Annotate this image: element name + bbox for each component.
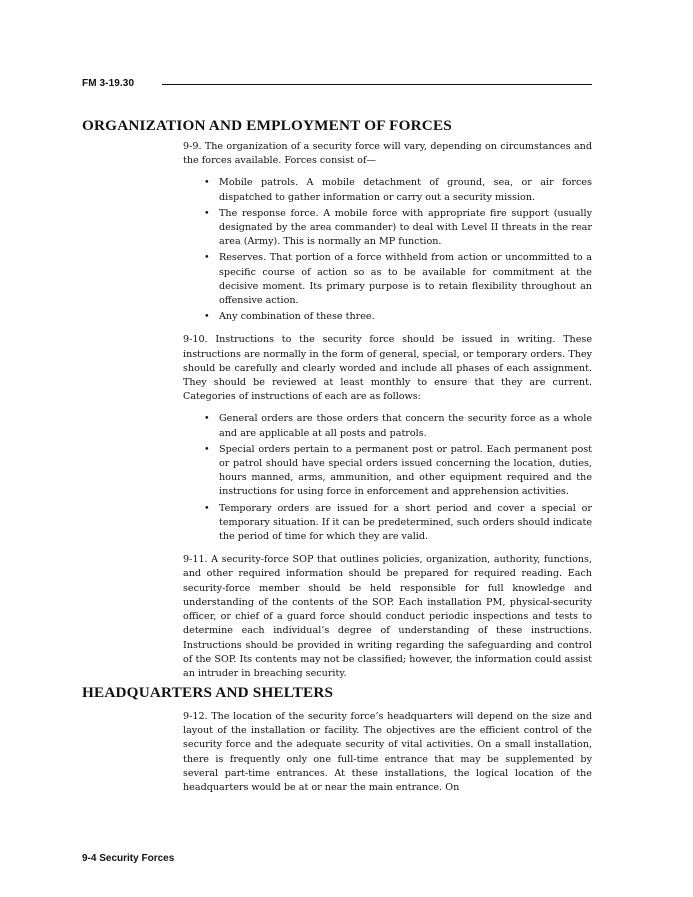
header-rule: [162, 84, 592, 85]
paragraph-9-12: 9-12. The location of the security force’s headquarters will depend on the size and layout of the installation or facility. The objectives are the efficient control of the security force and the adequate security of vital activities. On a small installation, there is frequently only one full-time entrance that may be supplemented by several part-time entrances. At these installations, the logical location of the headquarters would be at or near the main entrance. On: [183, 711, 592, 794]
list-item: • Reserves. That portion of a force withheld from action or uncommitted to a specific course of action so as to be available for commitment at the decisive moment. Its primary purpose is to retain flexibility throughout an offensive action.: [219, 251, 592, 308]
section-heading-organization: ORGANIZATION AND EMPLOYMENT OF FORCES: [82, 117, 452, 134]
list-item: • General orders are those orders that concern the security force as a whole and are applicable at all posts and patrols.: [219, 412, 592, 440]
paragraph-9-10: 9-10. Instructions to the security force should be issued in writing. These instructions are normally in the form of general, special, or temporary orders. They should be carefully and clearly worded and include all phases of each assignment. They should be reviewed at least monthly to ensure that they are current. Categories of instructions of each are as follows:: [183, 334, 592, 403]
list-item: • Mobile patrols. A mobile detachment of ground, sea, or air forces dispatched to gather information or carry out a security mission.: [219, 176, 592, 204]
organization-section-body: [183, 140, 592, 689]
page-footer: 9-4 Security Forces: [82, 853, 175, 864]
list-item: • The response force. A mobile force with appropriate fire support (usually designated by the area commander) to deal with Level II threats in the rear area (Army). This is normally an MP function.: [219, 207, 592, 250]
list-item: • Temporary orders are issued for a short period and cover a special or temporary situation. If it can be predetermined, such orders should indicate the period of time for which they are valid.: [219, 502, 592, 545]
paragraph-9-11: 9-11. A security-force SOP that outlines policies, organization, authority, functions, and other required information should be prepared for required reading. Each security-force member should be held responsible for full knowledge and understanding of the contents of the SOP. Each installation PM, physical-security officer, or chief of a guard force should conduct periodic inspections and tests to determine each individual’s degree of understanding of these instructions. Instructions should be provided in writing regarding the safeguarding and control of the SOP. Its contents may not be classified; however, the information could assist an intruder in breaching security.: [183, 554, 592, 679]
headquarters-section-body: [183, 710, 592, 803]
forces-list: [183, 176, 592, 324]
document-id: FM 3-19.30: [82, 78, 135, 89]
list-item: • Any combination of these three.: [219, 310, 592, 324]
paragraph-9-9: 9-9. The organization of a security force will vary, depending on circumstances and the forces available. Forces consist of—: [183, 141, 592, 167]
section-heading-headquarters: HEADQUARTERS AND SHELTERS: [82, 684, 334, 701]
list-item: • Special orders pertain to a permanent post or patrol. Each permanent post or patrol should have special orders issued concerning the location, duties, hours manned, arms, ammunition, and other equipment required and the instructions for using force in enforcement and apprehension activities.: [219, 443, 592, 500]
running-header: [82, 78, 592, 92]
orders-list: [183, 412, 592, 544]
